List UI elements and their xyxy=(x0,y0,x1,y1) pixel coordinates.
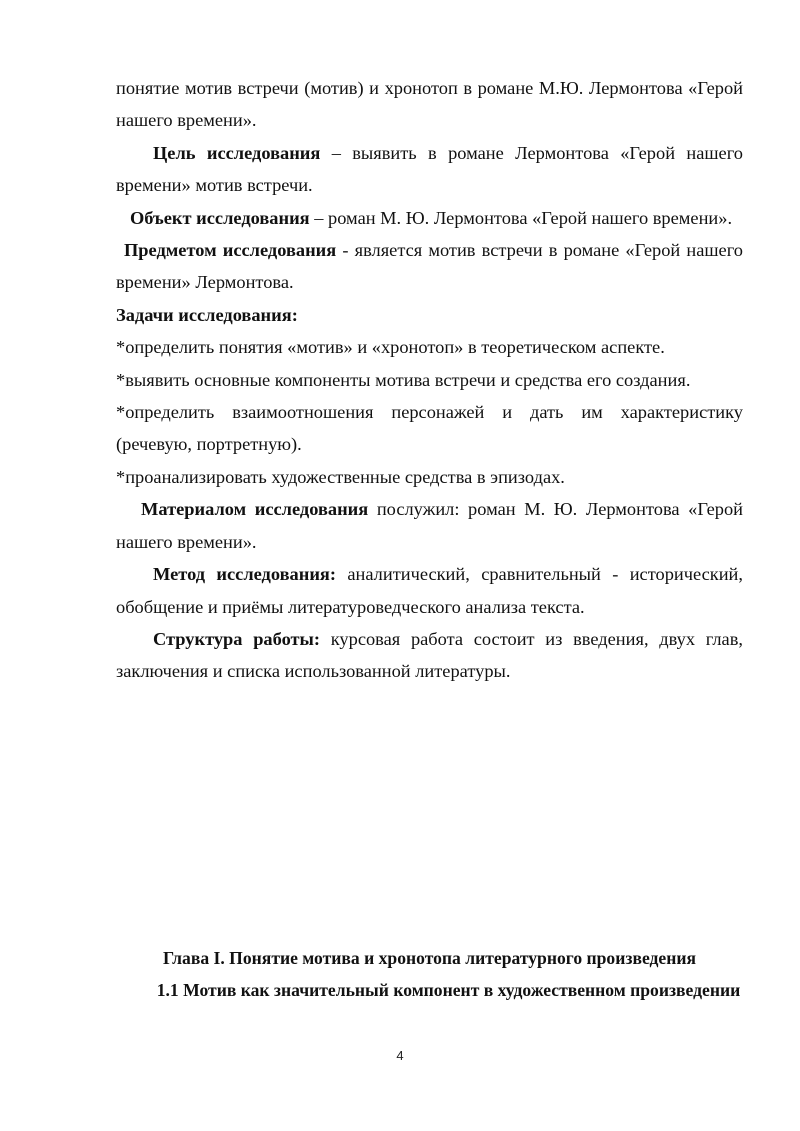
material-paragraph xyxy=(116,493,743,558)
chapter-heading: Глава I. Понятие мотива и хронотопа литературного произведения xyxy=(162,948,697,968)
structure-label: Структура работы: xyxy=(153,628,321,649)
method-paragraph xyxy=(116,558,743,623)
method-text: аналитический, сравнительный - исторический, обобщение и приёмы литературоведческого анализа текста. xyxy=(116,564,744,617)
goal-paragraph xyxy=(116,137,743,202)
body-text xyxy=(116,72,743,688)
chapter-headings xyxy=(116,942,743,1007)
task-item: *проанализировать художественные средства в эпизодах. xyxy=(116,466,565,487)
section-heading: 1.1 Мотив как значительный компонент в художественном произведении xyxy=(156,980,741,1001)
goal-label: Цель исследования xyxy=(153,142,321,163)
object-text: – роман М. Ю. Лермонтова «Герой нашего времени». xyxy=(309,207,733,228)
subject-label: Предметом исследования xyxy=(124,240,337,261)
task-item: *выявить основные компоненты мотива встречи и средства его создания. xyxy=(116,369,691,390)
subject-text: - является мотив встречи в романе «Герой нашего времени» Лермонтова. xyxy=(116,240,743,293)
object-label: Объект исследования xyxy=(130,207,310,228)
material-label: Материалом исследования xyxy=(141,499,369,520)
subject-paragraph xyxy=(116,234,743,299)
intro-paragraph xyxy=(116,72,743,137)
tasks-heading: Задачи исследования: xyxy=(116,304,298,325)
structure-paragraph xyxy=(116,623,743,688)
task-item: *определить взаимоотношения персонажей и дать им характеристику (речевую, портретную). xyxy=(116,402,743,455)
page-number: 4 xyxy=(396,1048,404,1063)
material-text: послужил: роман М. Ю. Лермонтова «Герой нашего времени». xyxy=(116,499,743,552)
intro-text: понятие мотив встречи (мотив) и хронотоп в романе М.Ю. Лермонтова «Герой нашего времени». xyxy=(116,78,743,131)
method-label: Метод исследования: xyxy=(153,564,336,585)
goal-text: – выявить в романе Лермонтова «Герой нашего времени» мотив встречи. xyxy=(116,142,744,196)
task-item: *определить понятия «мотив» и «хронотоп» в теоретическом аспекте. xyxy=(116,337,665,358)
object-paragraph xyxy=(116,202,743,234)
structure-text: курсовая работа состоит из введения, двух глав, заключения и списка использованной литературы. xyxy=(116,628,743,682)
